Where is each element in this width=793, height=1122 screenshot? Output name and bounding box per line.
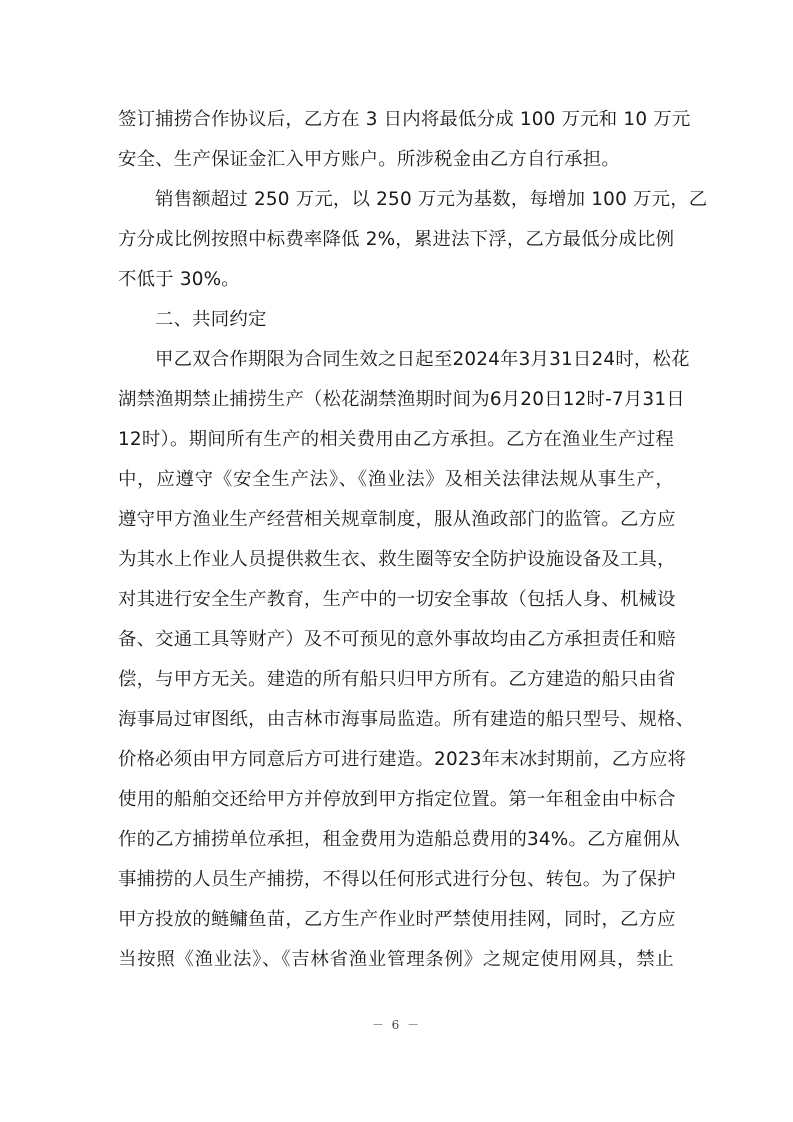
section-heading-common-agreement: 二、共同约定 <box>155 309 267 330</box>
paragraph-3-line-8: 备、交通工具等财产）及不可预见的意外事故均由乙方承担责任和赔 <box>118 629 676 650</box>
paragraph-2-line-2: 方分成比例按照中标费率降低 2%，累进法下浮，乙方最低分成比例 <box>118 229 675 250</box>
paragraph-2-line-1: 销售额超过 250 万元，以 250 万元为基数，每增加 100 万元，乙 <box>155 189 708 210</box>
paragraph-3-line-4: 中，应遵守《安全生产法》、《渔业法》及相关法律法规从事生产， <box>118 469 674 490</box>
paragraph-3-line-15: 甲方投放的鲢鳙鱼苗，乙方生产作业时严禁使用挂网，同时，乙方应 <box>118 909 676 930</box>
paragraph-2-line-3: 不低于 30%。 <box>118 269 240 290</box>
paragraph-3-line-10: 海事局过审图纸，由吉林市海事局监造。所有建造的船只型号、规格、 <box>118 709 695 730</box>
document-body <box>118 100 708 980</box>
paragraph-3-line-11: 价格必须由甲方同意后方可进行建造。2023年末冰封期前，乙方应将 <box>118 749 687 770</box>
paragraph-3-line-7: 对其进行安全生产教育，生产中的一切安全事故（包括人身、机械设 <box>118 589 676 610</box>
page-number: － 6 － <box>371 1018 422 1032</box>
paragraph-3-line-2: 湖禁渔期禁止捕捞生产（松花湖禁渔期时间为6月20日12时-7月31日 <box>118 389 685 410</box>
paragraph-3-line-1: 甲乙双合作期限为合同生效之日起至2024年3月31日24时，松花 <box>155 349 690 370</box>
paragraph-1-line-2: 安全、生产保证金汇入甲方账户。所涉税金由乙方自行承担。 <box>118 149 620 170</box>
paragraph-3-line-12: 使用的船舶交还给甲方并停放到甲方指定位置。第一年租金由中标合 <box>118 789 676 810</box>
paragraph-3-line-14: 事捕捞的人员生产捕捞，不得以任何形式进行分包、转包。为了保护 <box>118 869 676 890</box>
paragraph-3-line-16: 当按照《渔业法》、《吉林省渔业管理条例》之规定使用网具，禁止 <box>118 949 674 970</box>
paragraph-3-line-9: 偿，与甲方无关。建造的所有船只归甲方所有。乙方建造的船只由省 <box>118 669 676 690</box>
paragraph-3-line-6: 为其水上作业人员提供救生衣、救生圈等安全防护设施设备及工具， <box>118 549 676 570</box>
paragraph-3-line-13: 作的乙方捕捞单位承担，租金费用为造船总费用的34%。乙方雇佣从 <box>118 829 681 850</box>
paragraph-3-line-3: 12时）。期间所有生产的相关费用由乙方承担。乙方在渔业生产过程 <box>118 429 674 450</box>
paragraph-1-line-1: 签订捕捞合作协议后，乙方在 3 日内将最低分成 100 万元和 10 万元 <box>118 109 691 130</box>
paragraph-3-line-5: 遵守甲方渔业生产经营相关规章制度，服从渔政部门的监管。乙方应 <box>118 509 676 530</box>
